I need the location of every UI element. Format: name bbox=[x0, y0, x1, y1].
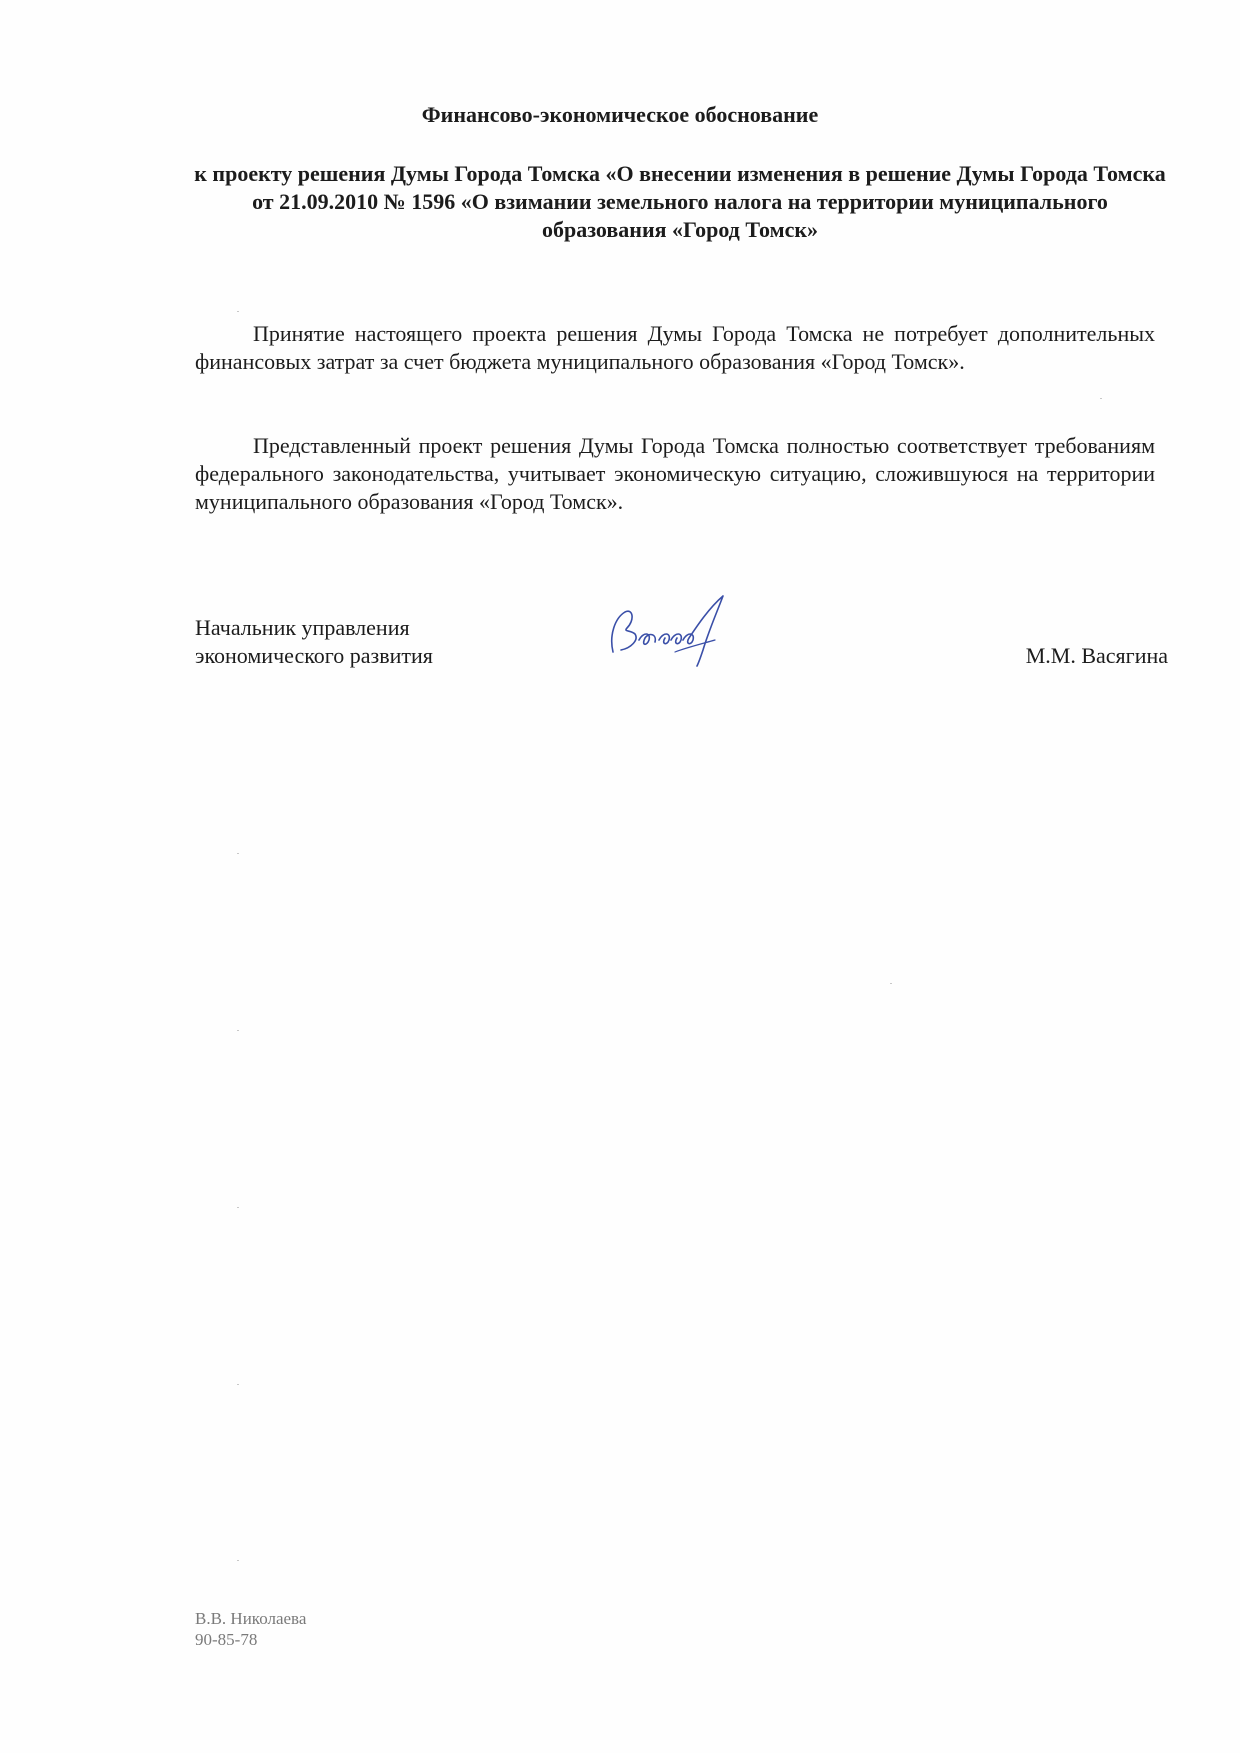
signer-position-line1: Начальник управления bbox=[195, 615, 410, 640]
scan-speck bbox=[237, 1560, 239, 1561]
document-title: Финансово-экономическое обоснование bbox=[421, 102, 819, 127]
scan-speck bbox=[237, 311, 239, 312]
paragraph-compliance: Представленный проект решения Думы Города Томска полностью соответствует требованиям федерального законодательства, учитывает экономическую ситуацию, сложившуюся на территории муниципального образования «Город Томск». bbox=[195, 433, 1155, 514]
paragraph-financial-costs: Принятие настоящего проекта решения Думы Города Томска не потребует дополнительных финансовых затрат за счет бюджета муниципального образования «Город Томск». bbox=[195, 321, 1155, 374]
scan-speck bbox=[1100, 398, 1102, 399]
signer-name: М.М. Васягина bbox=[1025, 643, 1168, 668]
scan-speck bbox=[237, 853, 239, 854]
executor-info bbox=[195, 1608, 306, 1650]
executor-phone: 90-85-78 bbox=[195, 1630, 258, 1649]
scan-speck bbox=[237, 1207, 239, 1208]
signer-position bbox=[195, 614, 495, 670]
document-subtitle: к проекту решения Думы Города Томска «О внесении изменения в решение Думы Города Томска от 21.09.2010 № 1596 «О взимании земельного налога на территории муниципального образования «Город Томск» bbox=[194, 161, 1166, 242]
handwritten-signature bbox=[605, 590, 745, 670]
signature-stroke-main bbox=[612, 596, 723, 666]
signer-position-line2: экономического развития bbox=[195, 643, 433, 668]
executor-name: В.В. Николаева bbox=[195, 1609, 307, 1628]
scan-speck bbox=[237, 1030, 239, 1031]
scan-speck bbox=[890, 983, 892, 984]
scan-speck bbox=[237, 1384, 239, 1385]
